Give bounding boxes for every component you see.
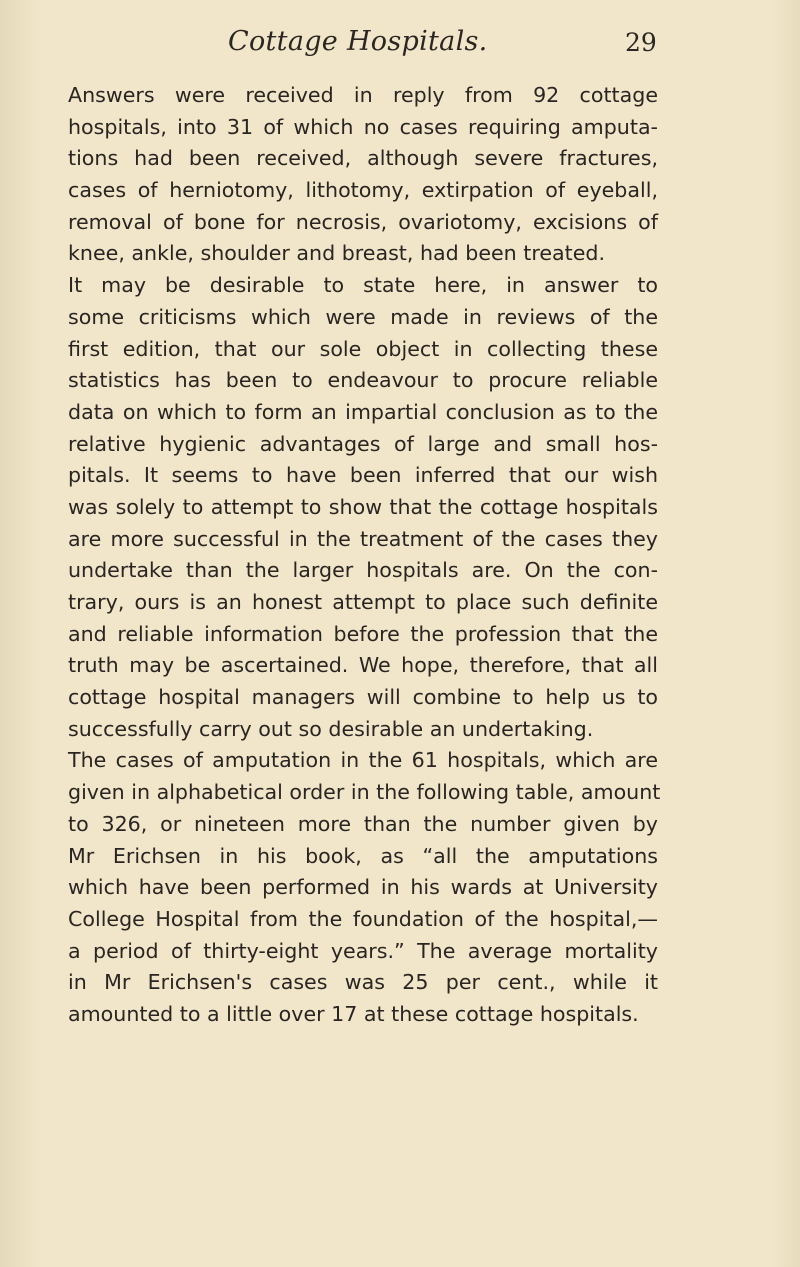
- text-line: statistics has been to endeavour to procure reliable: [68, 368, 658, 393]
- text-line: data on which to form an impartial conclusion as to the: [68, 399, 658, 424]
- text-line: College Hospital from the foundation of the hospital,—: [68, 906, 658, 931]
- text-line: first edition, that our sole object in collecting these: [68, 336, 658, 361]
- text-line: Answers were received in reply from 92 cottage: [68, 83, 658, 107]
- text-line: It may be desirable to state here, in answer to: [68, 273, 658, 298]
- running-head-title: Cottage Hospitals.: [228, 26, 488, 57]
- text-line: knee, ankle, shoulder and breast, had been treated.: [68, 241, 606, 266]
- text-line: are more successful in the treatment of the cases they: [68, 526, 658, 551]
- text-line: which have been performed in his wards at University: [68, 875, 658, 900]
- text-line: pitals. It seems to have been inferred that our wish: [68, 463, 658, 488]
- text-line: and reliable information before the profession that the: [68, 621, 658, 646]
- text-line: tions had been received, although severe fractures,: [68, 146, 658, 171]
- text-line: The cases of amputation in the 61 hospitals, which are: [68, 748, 658, 773]
- text-line: cases of herniotomy, lithotomy, extirpation of eyeball,: [68, 178, 658, 203]
- text-line: successfully carry out so desirable an undertaking.: [68, 716, 594, 741]
- text-line: given in alphabetical order in the following table, amount: [68, 780, 661, 805]
- text-line: a period of thirty-eight years.” The average mortality: [68, 938, 658, 963]
- running-head: [0, 26, 800, 72]
- text-line: in Mr Erichsen's cases was 25 per cent., while it: [68, 970, 658, 995]
- text-line: truth may be ascertained. We hope, therefore, that all: [68, 653, 658, 678]
- text-line: Mr Erichsen in his book, as “all the amputations: [68, 843, 658, 868]
- text-line: relative hygienic advantages of large and small hos-: [68, 431, 658, 456]
- text-line: trary, ours is an honest attempt to place such definite: [68, 590, 658, 614]
- text-line: to 326, or nineteen more than the number given by: [68, 811, 658, 836]
- text-line: hospitals, into 31 of which no cases requiring amputa-: [68, 114, 658, 139]
- text-line: some criticisms which were made in reviews of the: [68, 304, 658, 329]
- text-line: undertake than the larger hospitals are. On the con-: [68, 558, 658, 583]
- text-line: amounted to a little over 17 at these cottage hospitals.: [68, 1001, 639, 1026]
- page-number: 29: [625, 28, 657, 57]
- text-line: cottage hospital managers will combine to help us to: [68, 685, 658, 710]
- text-line: was solely to attempt to show that the cottage hospitals: [68, 494, 658, 519]
- body-text: [68, 80, 661, 1031]
- text-line: removal of bone for necrosis, ovariotomy, excisions of: [68, 209, 658, 234]
